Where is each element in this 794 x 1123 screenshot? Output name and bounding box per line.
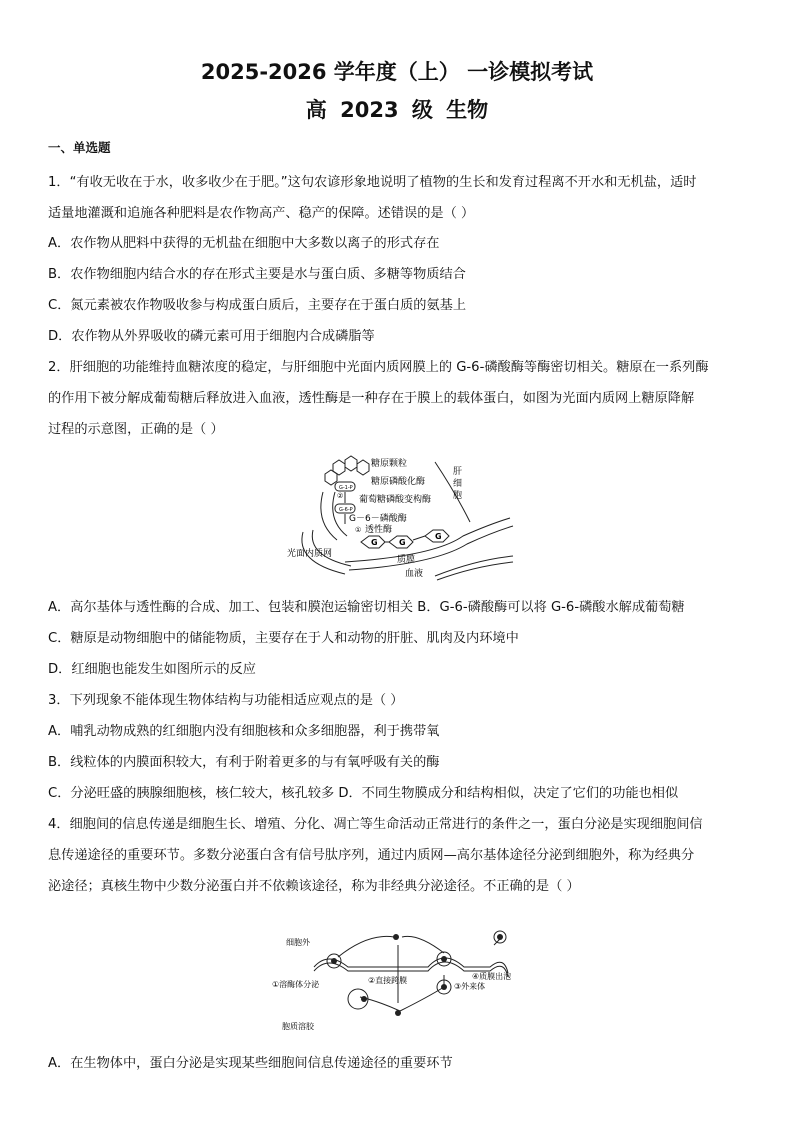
q3-option-b: B．线粒体的内膜面积较大，有利于附着更多的与有氧呼吸有关的酶 [48,755,440,770]
liver-label-3: 胞 [453,491,463,501]
q4-option-a: A．在生物体中，蛋白分泌是实现某些细胞间信息传递途径的重要环节 [48,1056,453,1071]
mutase-label: 葡萄糖磷酸变构酶 [359,495,432,505]
exam-subtitle: 高 2023 级 生物 [305,98,489,122]
q1-stem-line2: 适量地灌溉和追施各种肥料是农作物高产、稳产的保障。述错误的是（ ） [48,206,475,221]
q4-stem-line1: 4．细胞间的信息传递是细胞生长、增殖、分化、凋亡等生命活动正常进行的条件之一，蛋白分泌是实现细胞间信 [48,817,703,832]
permease-label: 透性酶 [365,525,393,535]
q2-stem-line1: 2．肝细胞的功能维持血糖浓度的稳定，与肝细胞中光面内质网膜上的 G-6-磷酸酶等酶密切相关。糖原在一系列酶 [48,360,709,375]
exosome-label: ③外来体 [454,982,486,991]
glycogen-granule-label: 糖原颗粒 [371,459,408,469]
glycogen-degradation-figure [285,452,517,582]
lysosome-secretion-label: ①溶酶体分泌 [272,980,320,989]
q1-option-a: A．农作物从肥料中获得的无机盐在细胞中大多数以离子的形式存在 [48,236,440,251]
section-heading: 一、单选题 [48,140,111,155]
membrane-blebbing-label: ④质膜出泡 [472,972,512,981]
q1-stem-line1: 1．“有收无收在于水，收多收少在于肥。”这句农谚形象地说明了植物的生长和发育过程离不开水和无机盐，适时 [48,175,697,190]
q2-option-ab: A．高尔基体与透性酶的合成、加工、包装和膜泡运输密切相关 B．G-6-磷酸酶可以将 G-6-磷酸水解成葡萄糖 [48,600,685,615]
g6pase-label: G－6－磷酸酶 [349,514,407,524]
blood-label: 血液 [405,569,424,579]
q1-option-d: D．农作物从外界吸收的磷元素可用于细胞内合成磷脂等 [48,329,375,344]
q1-option-b: B．农作物细胞内结合水的存在形式主要是水与蛋白质、多糖等物质结合 [48,267,466,282]
plasma-membrane-label: 质膜 [397,555,416,565]
cytosol-label: 胞质溶胶 [282,1022,314,1031]
extracellular-label: 细胞外 [286,938,310,947]
q2-option-d: D．红细胞也能发生如图所示的反应 [48,662,256,677]
q3-option-a: A．哺乳动物成熟的红细胞内没有细胞核和众多细胞器，利于携带氧 [48,724,440,739]
q1-option-c: C．氮元素被农作物吸收参与构成蛋白质后，主要存在于蛋白质的氨基上 [48,298,467,313]
secretion-pathway-figure [268,925,518,1037]
liver-label-1: 肝 [453,467,463,477]
g6p-label: G-6-P [339,507,353,513]
glucose-label-1: G [371,538,378,547]
glucose-label-3: G [435,532,442,541]
g1p-label: G-1-P [339,485,353,491]
glucose-label-2: G [399,538,406,547]
q2-stem-line2: 的作用下被分解成葡萄糖后释放进入血液，透性酶是一种存在于膜上的载体蛋白，如图为光面内质网上糖原降解 [48,391,695,406]
q4-stem-line2: 息传递途径的重要环节。多数分泌蛋白含有信号肽序列，通过内质网—高尔基体途径分泌到细胞外，称为经典分 [48,848,695,863]
liver-label-2: 细 [453,479,463,489]
q3-stem: 3．下列现象不能体现生物体结构与功能相适应观点的是（ ） [48,693,404,708]
exam-title: 2025-2026 学年度（上） 一诊模拟考试 [200,60,594,84]
marker-1: ① [355,526,362,534]
q4-stem-line3: 泌途径；真核生物中少数分泌蛋白并不依赖该途径，称为非经典分泌途径。不正确的是（ ） [48,879,580,894]
marker-2: ② [337,492,344,500]
q3-option-cd: C．分泌旺盛的胰腺细胞核，核仁较大，核孔较多 D．不同生物膜成分和结构相似，决定了它们的功能也相似 [48,786,679,801]
smooth-er-label: 光面内质网 [287,549,333,559]
q2-option-c: C．糖原是动物细胞中的储能物质，主要存在于人和动物的肝脏、肌肉及内环境中 [48,631,519,646]
phosphorylase-label: 糖原磷酸化酶 [371,477,426,487]
direct-transmembrane-label: ②直接跨膜 [368,976,408,985]
q2-stem-line3: 过程的示意图，正确的是（ ） [48,422,224,437]
